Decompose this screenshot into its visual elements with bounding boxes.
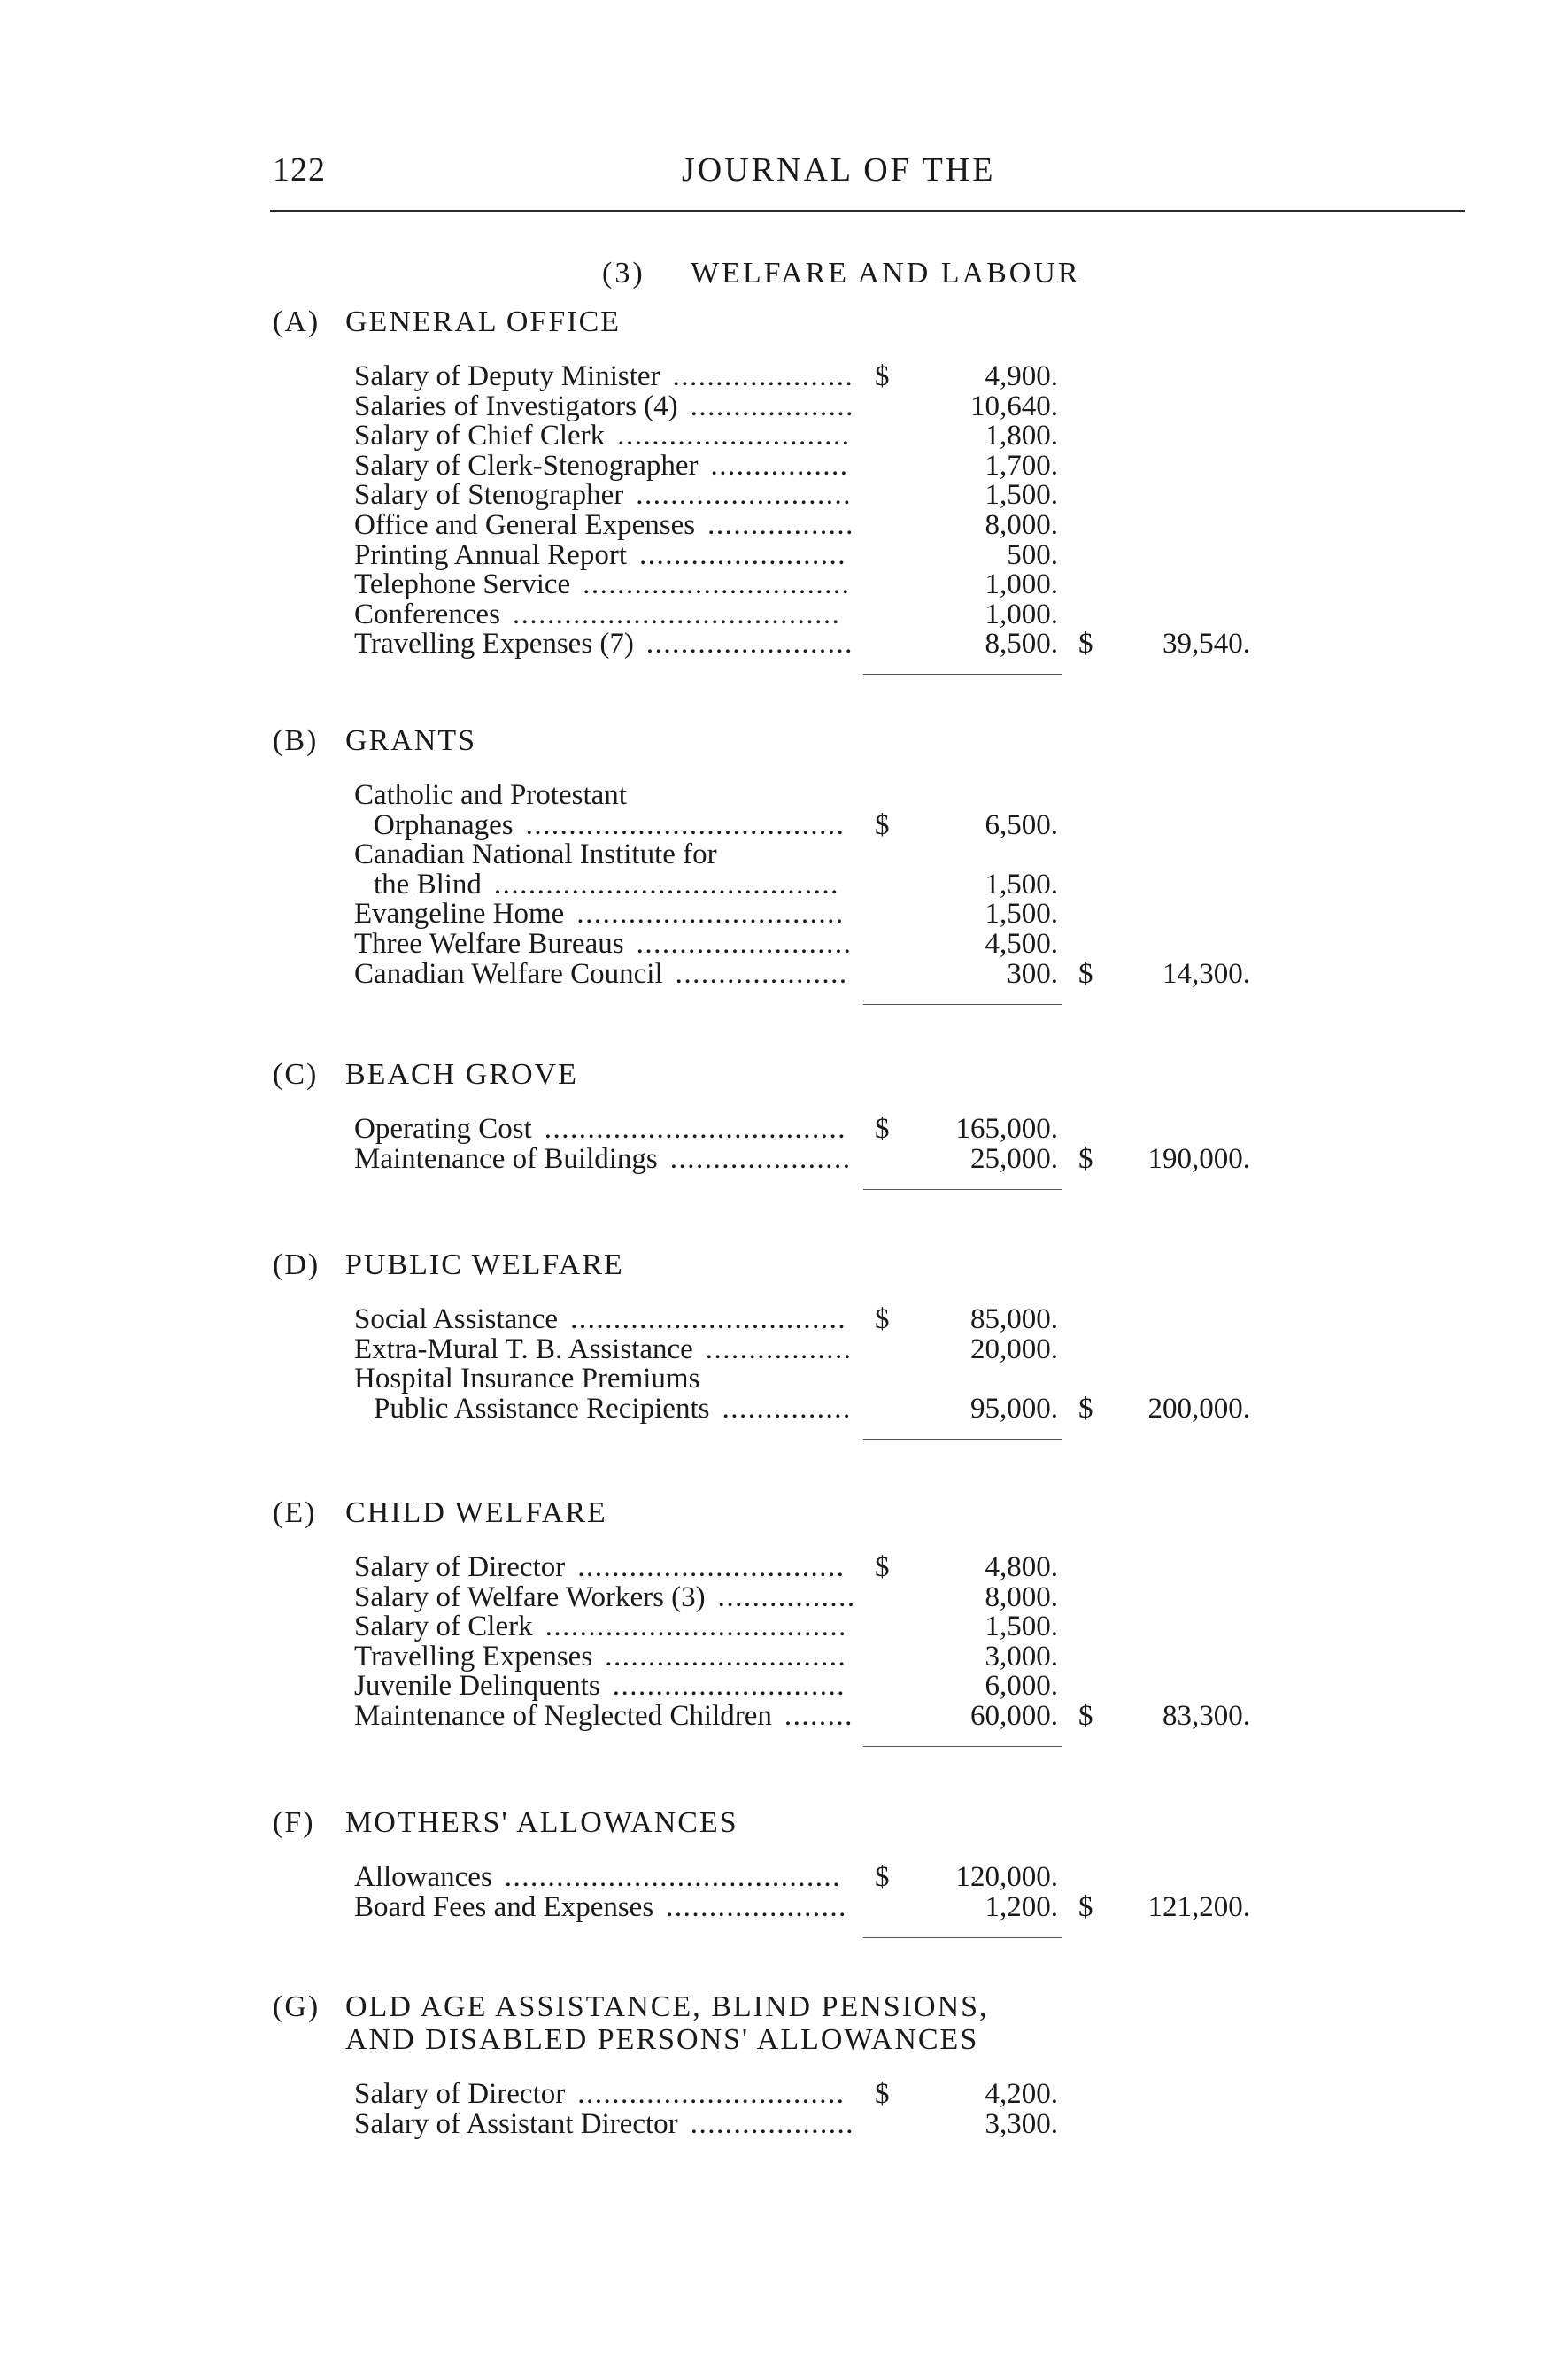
section-letter: (G): [273, 1990, 321, 2023]
currency-sign: $: [875, 1113, 890, 1145]
leader-dots: .........................: [636, 928, 853, 960]
leader-dots: ....................: [675, 957, 848, 990]
item-label: Salary of Deputy Minister: [354, 360, 660, 392]
item-amount: 8,000.: [985, 509, 1058, 541]
section-title: OLD AGE ASSISTANCE, BLIND PENSIONS,: [345, 1990, 989, 2023]
total-currency-sign: $: [1078, 628, 1093, 661]
section-title-line2: AND DISABLED PERSONS' ALLOWANCES: [345, 2023, 979, 2056]
section-title: GENERAL OFFICE: [345, 305, 622, 338]
item-amount: 8,000.: [985, 1580, 1058, 1613]
leader-dots: .......................................: [504, 1861, 842, 1893]
item-label: Office and General Expenses: [354, 509, 696, 541]
subtotal-rule: [863, 1439, 1062, 1440]
leader-dots: ...................: [690, 390, 854, 422]
item-amount: 3,000.: [985, 1640, 1058, 1673]
item-label: Salaries of Investigators (4): [354, 390, 678, 422]
page-number: 122: [273, 151, 326, 189]
leader-dots: ...................................: [545, 1611, 847, 1643]
leader-dots: .....................: [666, 1890, 847, 1923]
leader-dots: ........................: [639, 538, 846, 571]
leader-dots: .....................: [669, 1142, 852, 1175]
currency-sign: $: [875, 808, 890, 841]
item-amount: 25,000.: [970, 1142, 1058, 1175]
item-amount: 300.: [1007, 957, 1058, 990]
item-label: Three Welfare Bureaus: [354, 928, 624, 960]
leader-dots: ...............: [722, 1392, 852, 1425]
section-letter: (C): [273, 1058, 319, 1091]
leader-dots: ...............................: [583, 568, 851, 601]
leader-dots: .....................: [672, 360, 854, 392]
item-label: Travelling Expenses: [354, 1640, 593, 1673]
item-amount: 4,500.: [985, 928, 1058, 960]
item-label: Salary of Director: [354, 1551, 566, 1583]
item-amount: 85,000.: [970, 1303, 1058, 1335]
item-amount: 1,500.: [985, 479, 1058, 512]
department-number: (3): [602, 257, 645, 290]
item-amount: 165,000.: [955, 1113, 1058, 1145]
total-currency-sign: $: [1078, 1700, 1093, 1732]
leader-dots: .....................................: [525, 808, 846, 841]
item-amount: 4,200.: [985, 2078, 1058, 2110]
item-label: the Blind: [374, 868, 482, 900]
item-label: Public Assistance Recipients: [374, 1392, 710, 1425]
item-label: Canadian Welfare Council: [354, 957, 663, 990]
section-letter: (F): [273, 1806, 315, 1839]
subtotal-rule: [863, 1746, 1062, 1747]
item-label-line1: Catholic and Protestant: [354, 779, 627, 811]
leader-dots: ................: [710, 449, 849, 482]
item-amount: 120,000.: [955, 1861, 1058, 1893]
total-currency-sign: $: [1078, 957, 1093, 990]
section-total: 121,200.: [1147, 1890, 1250, 1923]
currency-sign: $: [875, 1303, 890, 1335]
currency-sign: $: [875, 1551, 890, 1583]
item-label: Operating Cost: [354, 1113, 532, 1145]
leader-dots: .................: [707, 509, 854, 541]
leader-dots: ...............................: [577, 2078, 846, 2110]
item-amount: 20,000.: [970, 1333, 1058, 1365]
total-currency-sign: $: [1078, 1142, 1093, 1175]
item-amount: 1,500.: [985, 898, 1058, 931]
leader-dots: ................................: [570, 1303, 847, 1335]
item-label: Maintenance of Buildings: [354, 1142, 658, 1175]
currency-sign: $: [875, 1861, 890, 1893]
item-label: Conferences: [354, 598, 500, 630]
leader-dots: ...................: [690, 2107, 854, 2140]
total-currency-sign: $: [1078, 1890, 1093, 1923]
item-amount: 500.: [1007, 538, 1058, 571]
leader-dots: ...............................: [577, 1551, 846, 1583]
item-amount: 1,500.: [985, 868, 1058, 900]
leader-dots: ........: [784, 1700, 854, 1732]
running-title: JOURNAL OF THE: [682, 151, 996, 189]
item-label: Salary of Welfare Workers (3): [354, 1580, 706, 1613]
header-rule: [270, 210, 1465, 212]
section-total: 200,000.: [1147, 1392, 1250, 1425]
item-amount: 8,500.: [985, 628, 1058, 661]
item-label: Social Assistance: [354, 1303, 559, 1335]
leader-dots: ...........................: [617, 420, 851, 452]
currency-sign: $: [875, 360, 890, 392]
subtotal-rule: [863, 674, 1062, 675]
leader-dots: .........................: [636, 479, 852, 512]
item-label: Maintenance of Neglected Children: [354, 1700, 772, 1732]
subtotal-rule: [863, 1004, 1062, 1005]
department-title: WELFARE AND LABOUR: [691, 257, 1081, 290]
item-label-line1: Canadian National Institute for: [354, 838, 717, 871]
item-amount: 1,500.: [985, 1611, 1058, 1643]
item-label: Telephone Service: [354, 568, 571, 601]
item-amount: 4,900.: [985, 360, 1058, 392]
item-amount: 10,640.: [970, 390, 1058, 422]
section-title: CHILD WELFARE: [345, 1496, 607, 1529]
item-amount: 6,000.: [985, 1670, 1058, 1703]
item-label: Evangeline Home: [354, 898, 565, 931]
item-label: Salary of Clerk: [354, 1611, 533, 1643]
section-title: GRANTS: [345, 724, 477, 757]
leader-dots: ......................................: [512, 598, 841, 630]
item-label: Orphanages: [374, 808, 514, 841]
leader-dots: ...........................: [612, 1670, 846, 1703]
item-amount: 3,300.: [985, 2107, 1058, 2140]
section-title: PUBLIC WELFARE: [345, 1248, 624, 1281]
item-label: Board Fees and Expenses: [354, 1890, 654, 1923]
item-label: Salary of Clerk-Stenographer: [354, 449, 699, 482]
leader-dots: ...................................: [544, 1113, 846, 1145]
item-label-line1: Hospital Insurance Premiums: [354, 1363, 700, 1395]
section-title: BEACH GROVE: [345, 1058, 578, 1091]
item-amount: 95,000.: [970, 1392, 1058, 1425]
item-label: Salary of Chief Clerk: [354, 420, 606, 452]
leader-dots: ............................: [605, 1640, 847, 1673]
item-label: Salary of Assistant Director: [354, 2107, 678, 2140]
subtotal-rule: [863, 1189, 1062, 1190]
item-amount: 60,000.: [970, 1700, 1058, 1732]
section-total: 83,300.: [1163, 1700, 1250, 1732]
section-total: 190,000.: [1147, 1142, 1250, 1175]
leader-dots: ........................: [645, 628, 854, 661]
item-label: Extra-Mural T. B. Assistance: [354, 1333, 693, 1365]
item-amount: 1,700.: [985, 449, 1058, 482]
subtotal-rule: [863, 1937, 1062, 1938]
section-letter: (B): [273, 724, 319, 757]
section-total: 14,300.: [1163, 957, 1250, 990]
section-letter: (A): [273, 305, 321, 338]
item-amount: 1,000.: [985, 568, 1058, 601]
item-amount: 1,000.: [985, 598, 1058, 630]
leader-dots: ...............................: [576, 898, 845, 931]
item-label: Salary of Director: [354, 2078, 566, 2110]
item-label: Travelling Expenses (7): [354, 628, 634, 661]
section-title: MOTHERS' ALLOWANCES: [345, 1806, 738, 1839]
item-label: Allowances: [354, 1861, 492, 1893]
section-letter: (D): [273, 1248, 321, 1281]
item-amount: 4,800.: [985, 1551, 1058, 1583]
item-label: Juvenile Delinquents: [354, 1670, 600, 1703]
section-total: 39,540.: [1163, 628, 1250, 661]
item-label: Salary of Stenographer: [354, 479, 624, 512]
total-currency-sign: $: [1078, 1392, 1093, 1425]
item-amount: 6,500.: [985, 808, 1058, 841]
item-amount: 1,800.: [985, 420, 1058, 452]
currency-sign: $: [875, 2078, 890, 2110]
item-amount: 1,200.: [985, 1890, 1058, 1923]
leader-dots: ................: [717, 1580, 856, 1613]
leader-dots: ........................................: [493, 868, 839, 900]
item-label: Printing Annual Report: [354, 538, 627, 571]
section-letter: (E): [273, 1496, 317, 1529]
leader-dots: .................: [705, 1333, 853, 1365]
